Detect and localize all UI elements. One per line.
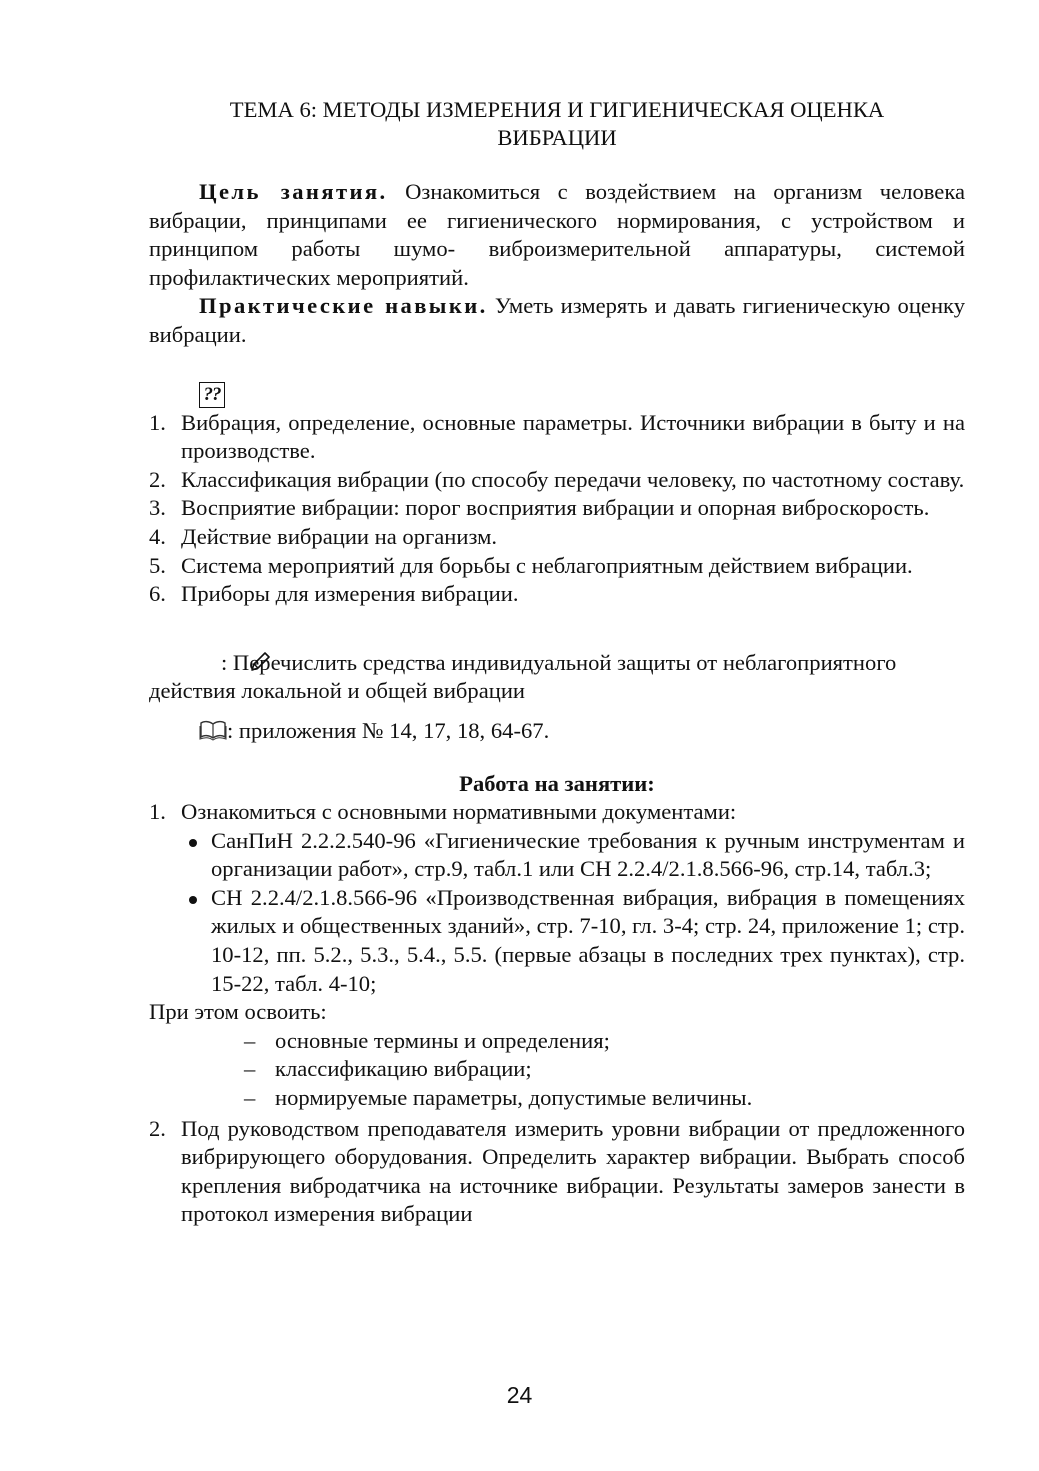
question-text: Действие вибрации на организм.: [181, 523, 498, 549]
questions-icon: ??: [199, 382, 225, 408]
questions-list: [149, 409, 965, 609]
reading-paragraph: [199, 717, 965, 746]
title-line-1: ТЕМА 6: МЕТОДЫ ИЗМЕРЕНИЯ И ГИГИЕНИЧЕСКАЯ ОЦЕНКА: [229, 97, 885, 122]
master-item-text: нормируемые параметры, допустимые величины.: [275, 1085, 753, 1111]
work-item: [149, 1115, 965, 1229]
question-text: Система мероприятий для борьбы с неблагоприятным действием вибрации.: [181, 552, 913, 578]
question-text: Восприятие вибрации: порог восприятия вибрации и опорная виброскорость.: [181, 495, 930, 521]
dash-marker: –: [244, 1085, 256, 1111]
question-item: [149, 466, 965, 495]
question-text: Классификация вибрации (по способу передачи человеку, по частотному составу.: [181, 466, 965, 492]
book-icon: [199, 719, 227, 741]
master-dash-list: [149, 1027, 965, 1113]
goal-paragraph: [149, 178, 965, 292]
question-number: 3.: [149, 495, 166, 521]
goal-lead: Цель занятия.: [199, 179, 388, 204]
work-list-2: [149, 1115, 965, 1229]
task-paragraph: [149, 649, 965, 706]
work-item-text: Ознакомиться с основными нормативными документами:: [181, 799, 737, 825]
question-item: [149, 409, 965, 466]
question-item: [149, 494, 965, 523]
work-heading: Работа на занятии:: [459, 770, 655, 796]
work-item-number: 2.: [149, 1115, 166, 1141]
question-item: [149, 552, 965, 581]
bullet-icon: [189, 839, 197, 847]
bullet-icon: [189, 896, 197, 904]
master-item-text: основные термины и определения;: [275, 1027, 610, 1053]
work-item-number: 1.: [149, 799, 166, 825]
pencil-icon: [199, 651, 221, 673]
skills-paragraph: [149, 292, 965, 349]
question-number: 1.: [149, 409, 166, 435]
title-line-2: ВИБРАЦИИ: [497, 125, 617, 150]
question-text: Приборы для измерения вибрации.: [181, 581, 519, 607]
master-item: [244, 1084, 965, 1113]
work-item: [149, 798, 965, 827]
task-text: : Перечислить средства индивидуальной защиты от неблагоприятного действия локальной и общей вибрации: [149, 649, 897, 704]
document-bullet-text: СН 2.2.4/2.1.8.566-96 «Производственная вибрация, вибрация в помещениях жилых и общественных зданий», стр. 7-10, гл. 3-4; стр. 24, приложение 1; стр. 10-12, пп. 5.2., 5.3., 5.4., 5.5. (первые абзацы в последних трех пунктах), стр. 15-22, табл. 4-10;: [211, 884, 965, 996]
dash-marker: –: [244, 1056, 256, 1082]
goal-text: Ознакомиться с воздействием на организм человека вибрации, принципами ее гигиенического нормирования, с устройством и принципом работы шумо- виброизмерительной аппаратуры, системой профилактических мероприятий.: [149, 179, 965, 290]
question-number: 5.: [149, 552, 166, 578]
question-text: Вибрация, определение, основные параметры. Источники вибрации в быту и на производстве.: [181, 409, 965, 464]
dash-marker: –: [244, 1027, 256, 1053]
document-bullet-text: СанПиН 2.2.2.540-96 «Гигиенические требования к ручным инструментам и организации работ», стр.9, табл.1 или СН 2.2.4/2.1.8.566-96, стр.14, табл.3;: [211, 827, 965, 882]
question-item: [149, 580, 965, 609]
master-item: [244, 1055, 965, 1084]
question-number: 2.: [149, 466, 166, 492]
question-item: [149, 523, 965, 552]
questions-icon-row: [199, 379, 965, 409]
master-intro: При этом освоить:: [149, 999, 327, 1025]
work-list-1: [149, 798, 965, 827]
page-content: [149, 96, 965, 1229]
skills-lead: Практические навыки.: [199, 293, 488, 319]
skills-text: Уметь измерять и давать гигиеническую оценку вибрации.: [149, 293, 965, 347]
page-number: 24: [506, 1382, 533, 1408]
master-item: [244, 1027, 965, 1056]
question-number: 6.: [149, 581, 166, 607]
master-item-text: классификацию вибрации;: [275, 1056, 532, 1082]
document-bullet-item: [187, 827, 965, 884]
document-bullet-item: [187, 884, 965, 998]
work-item-text: Под руководством преподавателя измерить уровни вибрации от предложенного вибрирующего оборудования. Определить характер вибрации. Выбрать способ крепления вибродатчика на источнике вибрации. Результаты замеров занести в протокол измерения вибрации: [181, 1115, 965, 1227]
documents-bullet-list: [149, 827, 965, 999]
page-title: [149, 96, 965, 152]
reading-text: : приложения № 14, 17, 18, 64-67.: [227, 717, 550, 743]
question-number: 4.: [149, 523, 166, 549]
